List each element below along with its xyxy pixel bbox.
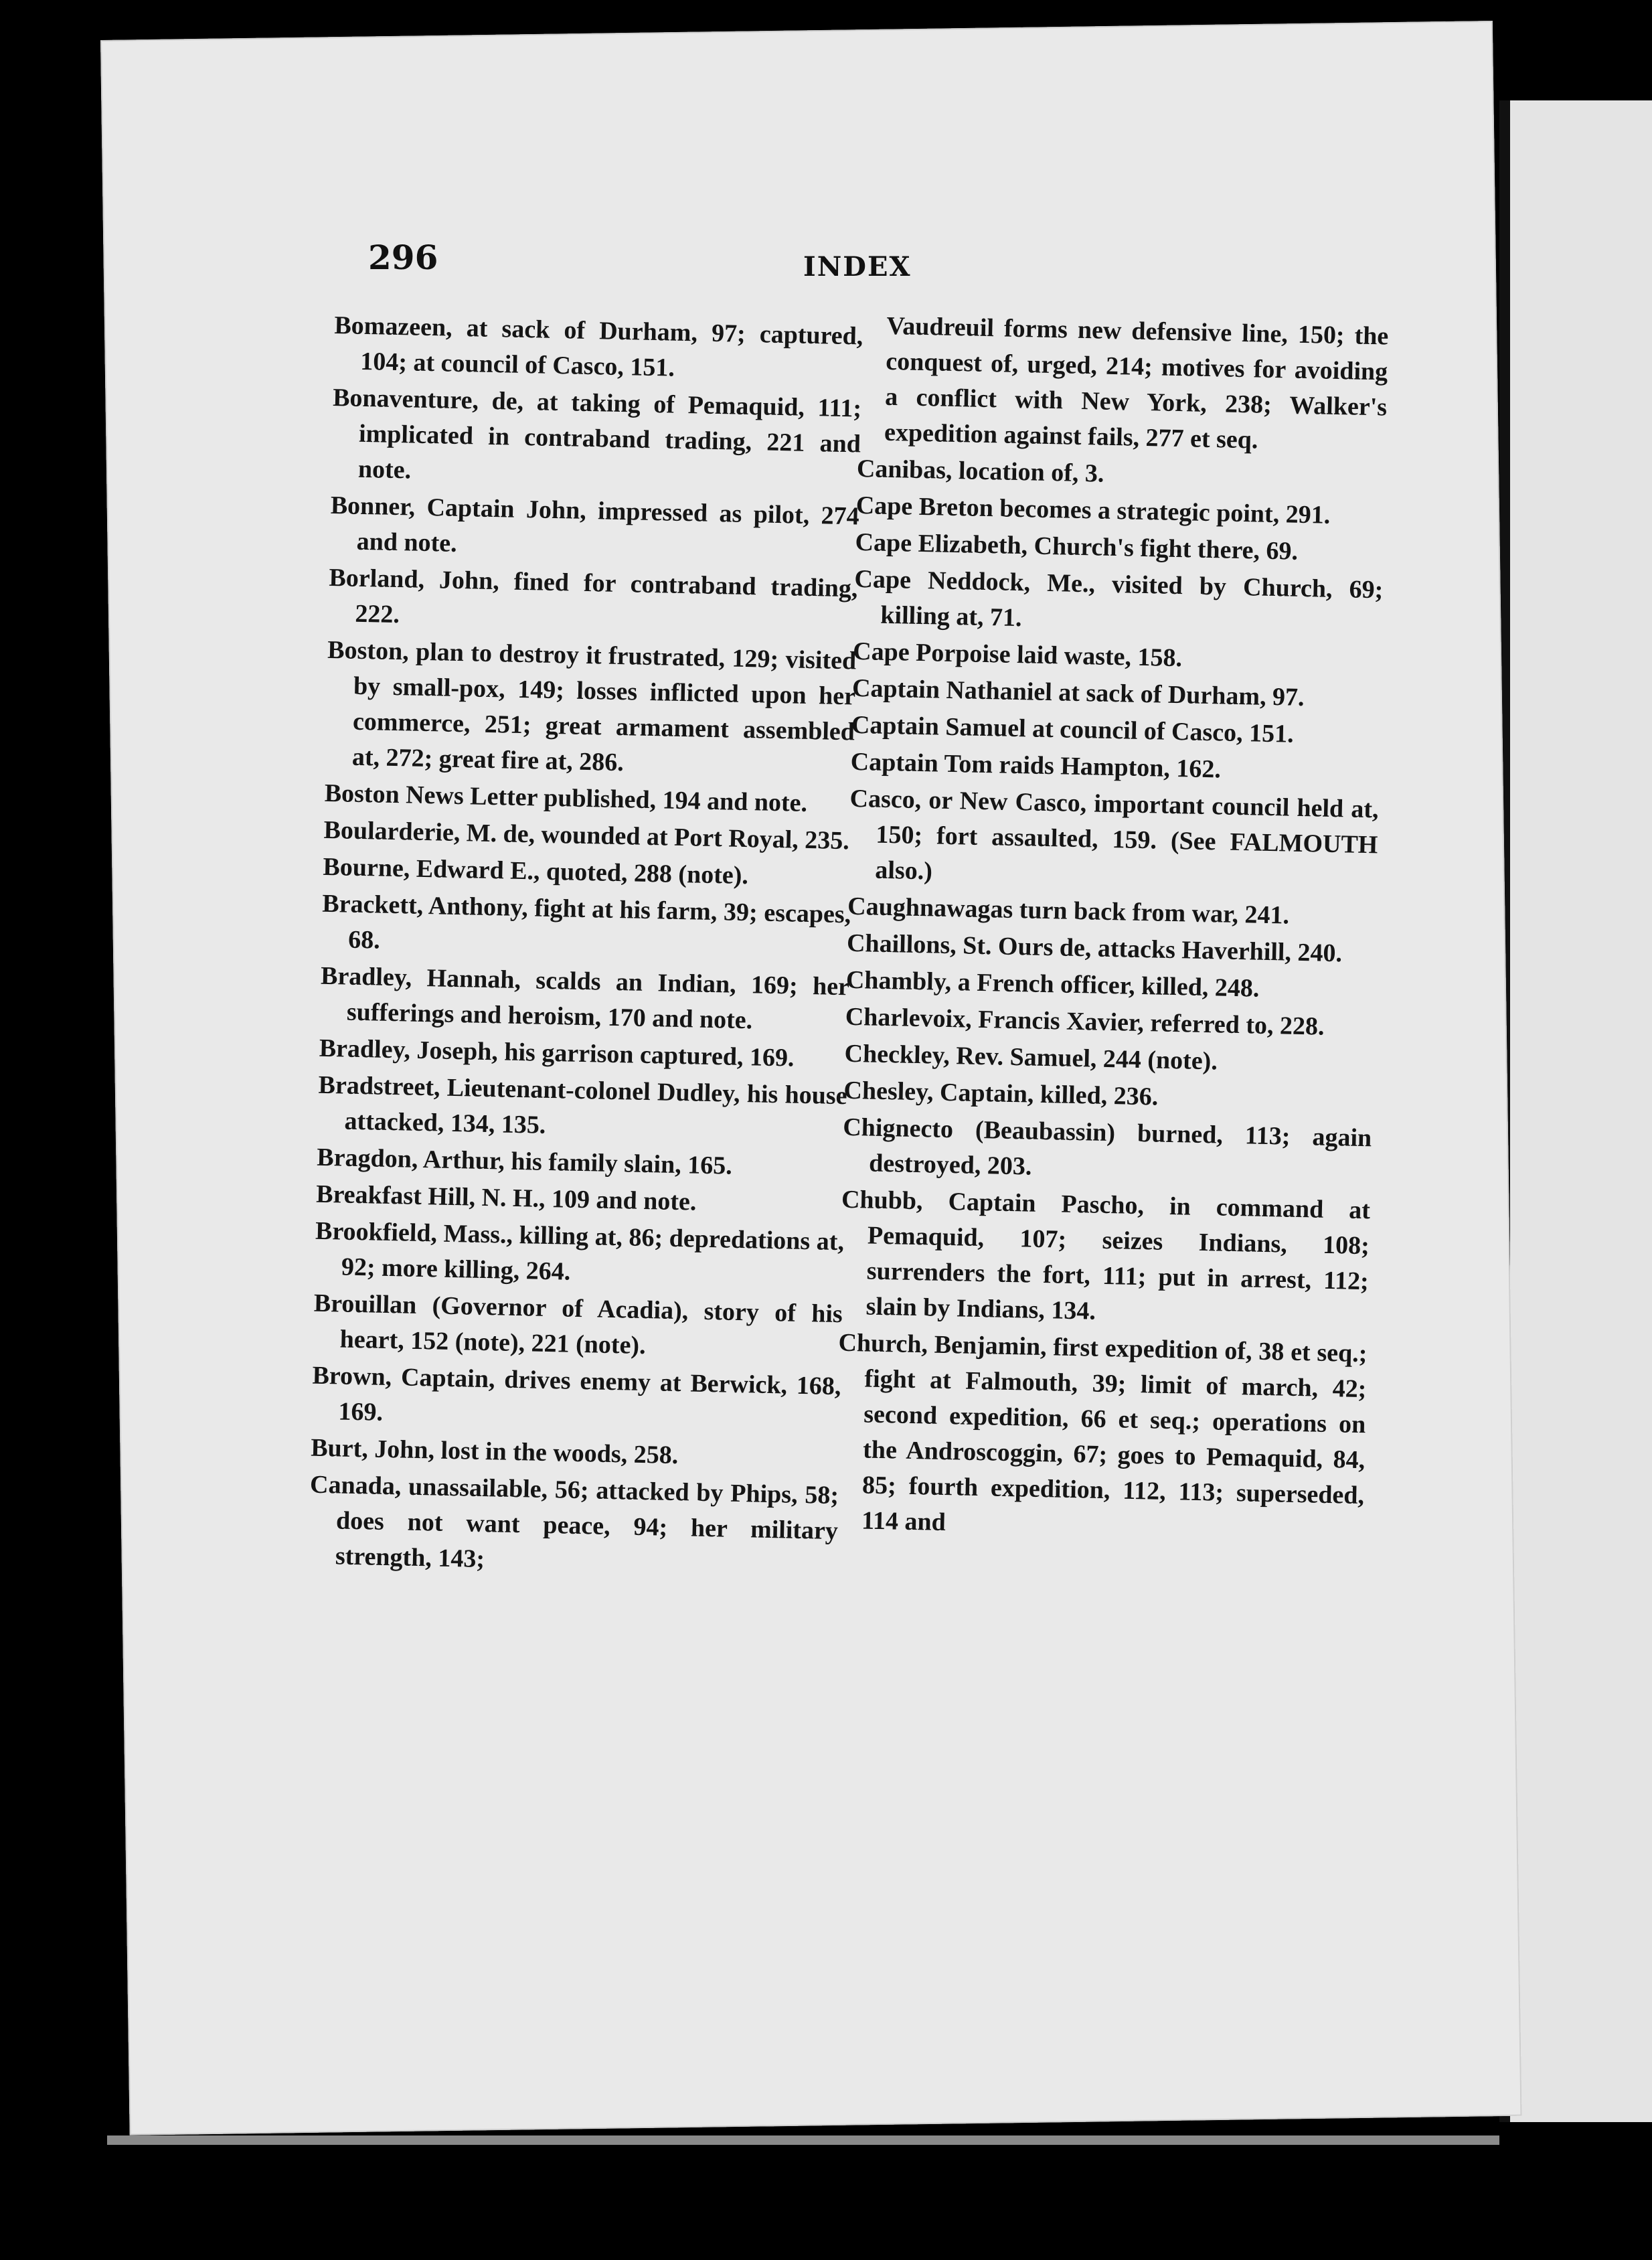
index-entry: Captain Tom raids Hampton, 162. [850,747,1222,784]
page-bottom-edge [107,2135,1499,2145]
index-entry: Charlevoix, Francis Xavier, referred to, 228. [845,1002,1325,1041]
index-entry: Cape Breton becomes a strategic point, 291. [855,491,1331,530]
index-entry: Boston News Letter published, 194 and note. [324,779,808,817]
index-entry: Checkley, Rev. Samuel, 244 (note). [844,1039,1218,1076]
index-column-left [308,308,863,1586]
index-entry: Canibas, location of, 3. [856,454,1104,488]
running-head: INDEX [803,251,912,282]
index-entry: Burt, John, lost in the woods, 258. [310,1433,679,1470]
index-entry: Bradley, Joseph, his garrison captured, 169. [319,1034,795,1072]
index-entry: Boston, plan to destroy it frustrated, 129; visited by small-pox, 149; losses inflicted upon her commerce, 251; great armament assembled at, 272; great fire at, 286. [327,635,857,777]
index-entry: Captain Nathaniel at sack of Durham, 97. [851,673,1305,712]
index-entry: Bonaventure, de, at taking of Pemaquid, 111; implicated in contraband trading, 221 and note. [332,383,862,485]
index-entry: Chignecto (Beaubassin) burned, 113; again destroyed, 203. [842,1113,1372,1181]
index-entry: Bradstreet, Lieutenant-colonel Dudley, his house attacked, 134, 135. [318,1070,847,1139]
index-entry: Chambly, a French officer, killed, 248. [845,965,1260,1003]
index-entry: Brackett, Anthony, fight at his farm, 39; escapes, 68. [321,889,851,955]
index-entry: Bonner, Captain John, impressed as pilot, 274 and note. [330,491,860,558]
index-entry: Captain Samuel at council of Casco, 151. [851,710,1295,748]
index-entry: Boularderie, M. de, wounded at Port Royal, 235. [323,815,850,856]
index-entry: Bradley, Hannah, scalds an Indian, 169; her sufferings and heroism, 170 and note. [320,961,850,1035]
index-entry: Borland, John, fined for contraband trading, 222. [329,563,858,629]
index-column-right [834,308,1388,1550]
adjacent-page-edge [1499,100,1652,2122]
page-number: 296 [368,238,438,277]
index-entry: Breakfast Hill, N. H., 109 and note. [315,1180,697,1216]
index-entry: Church, Benjamin, first expedition of, 38 et seq.; fight at Falmouth, 39; limit of march, 42; second expedition, 66 et seq.; operations on the Androscoggin, 67; goes to Pemaquid, 84, 85; fourth expedition, 112, 113; superseded, 114 and [838,1328,1368,1537]
index-entry: Cape Porpoise laid waste, 158. [852,637,1183,673]
index-entry: Caughnawagas turn back from war, 241. [847,892,1290,930]
index-entry: Canada, unassailable, 56; attacked by Phips, 58; does not want peace, 94; her military strength, 143; [309,1470,839,1574]
index-entry: Chesley, Captain, killed, 236. [843,1076,1159,1111]
index-entry: Chaillons, St. Ours de, attacks Haverhill, 240. [846,929,1343,968]
index-entry: Cape Neddock, Me., visited by Church, 69; killing at, 71. [854,564,1384,633]
index-entry: Cape Elizabeth, Church's fight there, 69. [855,528,1299,566]
index-entry: Bourne, Edward E., quoted, 288 (note). [323,852,749,890]
index-entry: Brookfield, Mass., killing at, 86; depredations at, 92; more killing, 264. [315,1216,845,1286]
index-entry: Bragdon, Arthur, his family slain, 165. [316,1143,733,1180]
index-entry: Vaudreuil forms new defensive line, 150; the conquest of, urged, 214; motives for avoiding a conflict with New York, 238; Walker's expedition against fails, 277 et seq. [884,311,1389,455]
index-entry: Casco, or New Casco, important council held at, 150; fort assaulted, 159. (See FALMOUTH also.) [849,784,1379,886]
index-entry: Brouillan (Governor of Acadia), story of his heart, 152 (note), 221 (note). [313,1289,843,1360]
index-entry: Bomazeen, at sack of Durham, 97; captured, 104; at council of Casco, 151. [334,311,863,382]
index-entry: Brown, Captain, drives enemy at Berwick, 168, 169. [312,1361,841,1427]
index-entry: Chubb, Captain Pascho, in command at Pemaquid, 107; seizes Indians, 108; surrenders the fort, 111; put in arrest, 112; slain by Indians, 134. [841,1185,1371,1325]
